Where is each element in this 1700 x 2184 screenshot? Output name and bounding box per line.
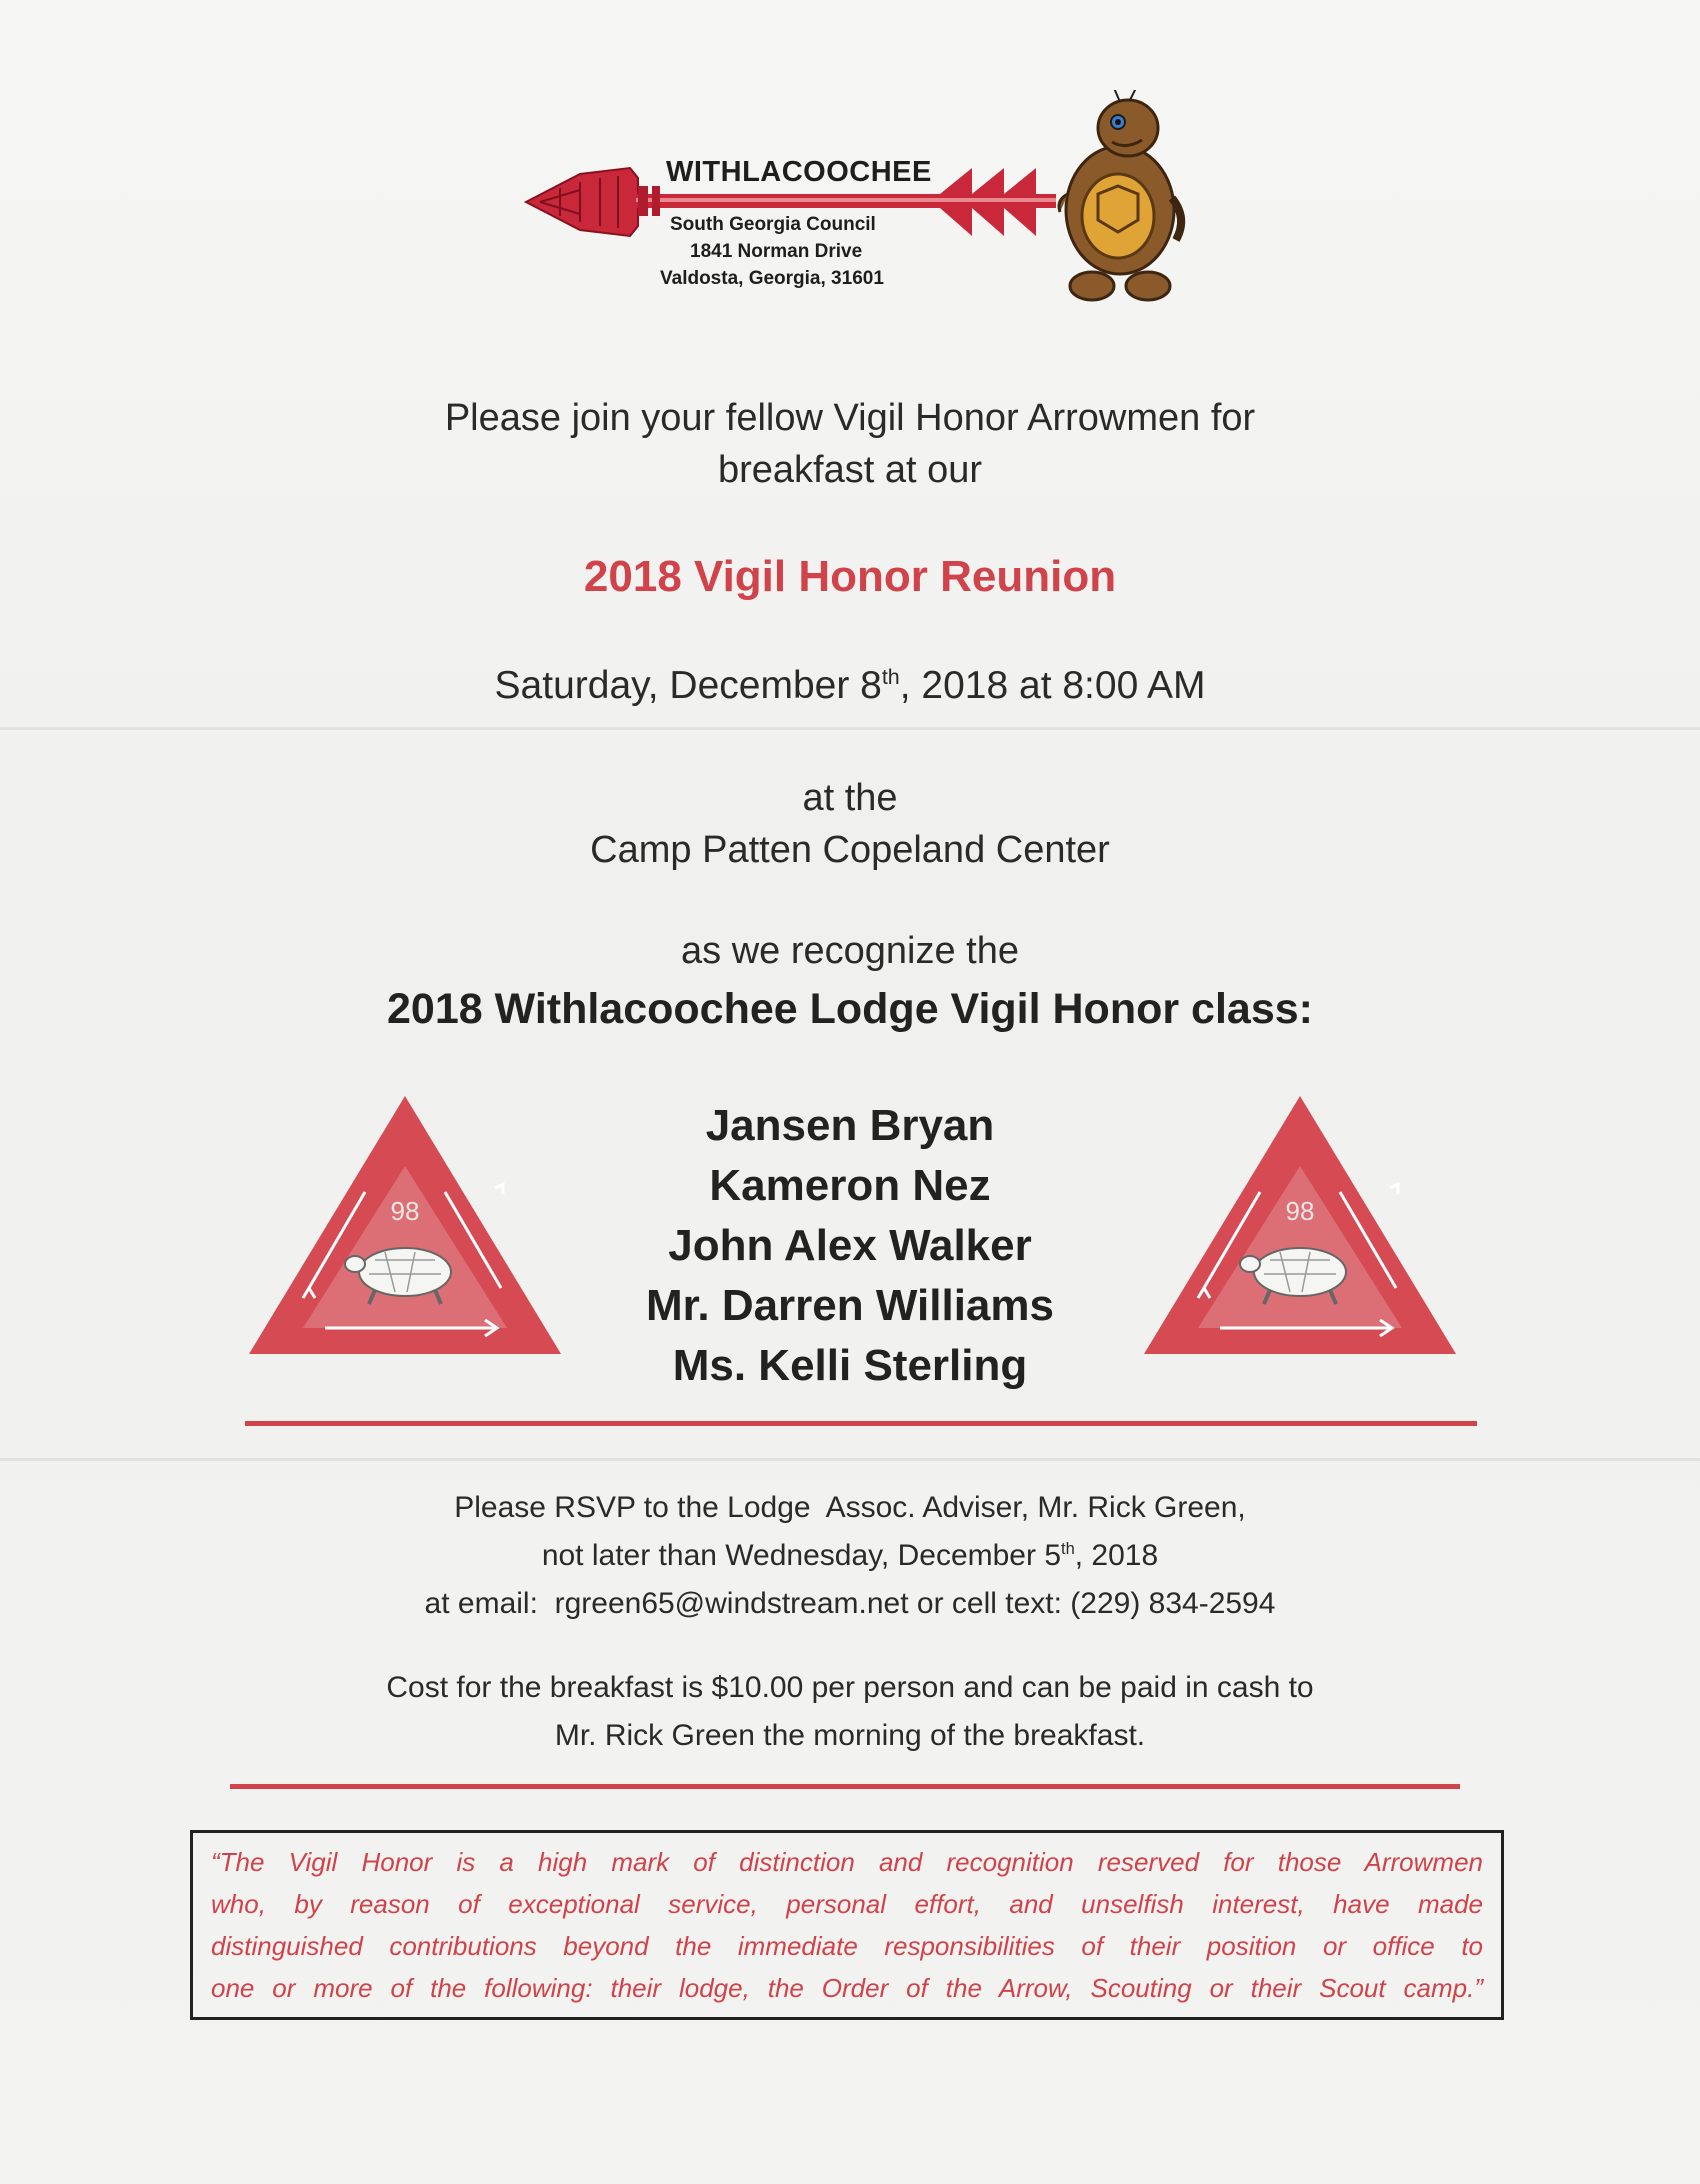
event-date-time: , 2018 at 8:00 AM [899,664,1206,707]
badge-number-left: 98 [390,1196,420,1226]
quote-line-4: one or more of the following: their lodge, the Order of the Arrow, Scouting or their Scout camp.” [211,1973,1483,2003]
cost-line-1: Cost for the breakfast is $10.00 per person and can be paid in cash to [386,1671,1314,1704]
event-date-sup: th [881,665,900,689]
event-title: 2018 Vigil Honor Reunion [583,552,1117,601]
rsvp-deadline-sup: th [1061,1540,1075,1558]
rsvp-line-2 [0,1532,1700,1580]
rsvp-block [0,1484,1700,1628]
event-date [0,664,1700,708]
invite-text [0,392,1700,496]
honoree-3: John Alex Walker [668,1221,1032,1270]
vigil-quote [211,1841,1483,2009]
honoree-1: Jansen Bryan [705,1101,995,1150]
event-at: at the [802,777,898,819]
vigil-quote-box [190,1830,1504,2020]
rsvp-contact: at email: rgreen65@windstream.net or cell text: (229) 834-2594 [424,1587,1276,1620]
invite-line-1: Please join your fellow Vigil Honor Arrowmen for [444,397,1256,439]
badge-number-right: 98 [1285,1196,1315,1226]
logo-city: Valdosta, Georgia, 31601 [660,268,884,289]
event-date-main: Saturday, December 8 [494,664,882,707]
cost-block [0,1664,1700,1760]
paper-fold-lower [0,1458,1700,1461]
event-venue [0,772,1700,876]
honoree-2: Kameron Nez [709,1161,991,1210]
paper-fold-upper [0,727,1700,730]
honoree-list [0,1096,1700,1396]
quote-line-3: distinguished contributions beyond the immediate responsibilities of their position or office to [211,1931,1483,1961]
cost-line-2: Mr. Rick Green the morning of the breakfast. [554,1719,1146,1752]
quote-line-2: who, by reason of exceptional service, personal effort, and unselfish interest, have made [211,1889,1483,1919]
divider-upper [245,1421,1477,1426]
invite-line-2: breakfast at our [717,449,983,491]
logo-street: 1841 Norman Drive [690,241,863,262]
rsvp-deadline-year: , 2018 [1074,1539,1159,1572]
divider-lower [230,1784,1460,1789]
event-recognize: as we recognize the [681,930,1019,972]
logo-lodge-name: WITHLACOOCHEE [666,156,932,188]
honoree-5: Ms. Kelli Sterling [672,1341,1028,1390]
logo-council: South Georgia Council [670,214,876,235]
honoree-4: Mr. Darren Williams [646,1281,1054,1330]
rsvp-line-1: Please RSVP to the Lodge Assoc. Adviser, Mr. Rick Green, [454,1491,1246,1524]
rsvp-deadline: not later than Wednesday, December 5 [541,1539,1061,1572]
class-title: 2018 Withlacoochee Lodge Vigil Honor class: [387,985,1313,1033]
quote-line-1: “The Vigil Honor is a high mark of distinction and recognition reserved for those Arrowmen [211,1847,1483,1877]
event-location: Camp Patten Copeland Center [590,829,1110,871]
